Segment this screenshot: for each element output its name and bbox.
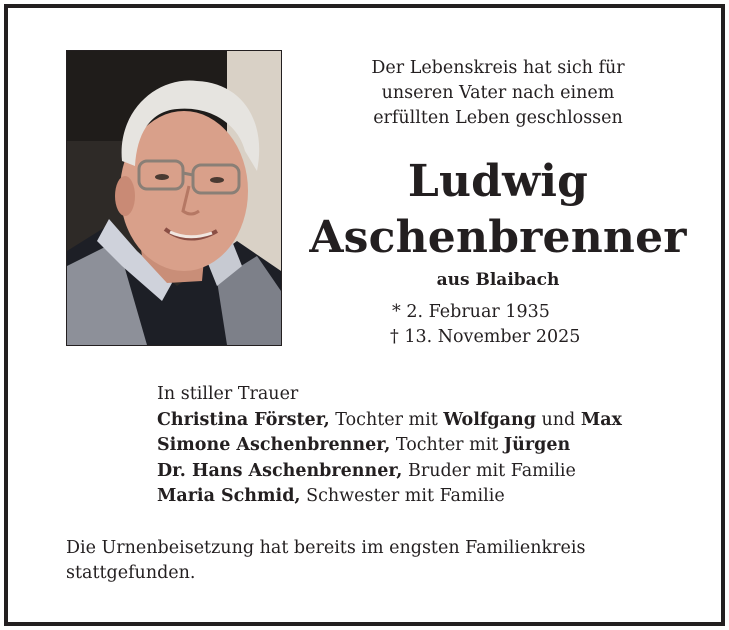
life-dates [392,300,580,350]
mourner-relation: Schwester mit Familie [300,486,505,506]
mourner-relation: und [535,409,581,430]
origin: aus Blaibach [436,270,560,290]
birth-date: * 2. Februar 1935 [392,302,550,322]
mourner-relation: Bruder mit Familie [402,460,576,481]
mourner-line [157,408,622,434]
obituary-frame [4,4,725,626]
mourners-block [157,382,622,510]
motto-line: erfüllten Leben geschlossen [373,108,623,128]
mourner-name: Christina Förster, [157,409,330,430]
motto-line: Der Lebenskreis hat sich für [371,58,625,78]
mourner-name: Wolfgang [443,409,536,430]
motto-line: unseren Vater nach einem [381,83,615,103]
mourner-line [157,484,622,510]
mourner-name: Dr. Hans Aschenbrenner, [157,460,403,481]
mourner-name: Simone Aschenbrenner, [157,435,391,455]
first-name: Ludwig [407,156,589,207]
death-date: † 13. November 2025 [390,327,581,347]
mourner-relation: Tochter mit [390,435,504,455]
motto [308,56,688,131]
mourner-name: Maria Schmid, [157,486,301,506]
portrait-photo [66,50,282,346]
burial-note: Die Urnenbeisetzung hat bereits im engsten Familienkreis stattgefunden. [66,538,586,583]
mourner-name: Jürgen [503,435,571,455]
mourner-name: Max [580,409,622,430]
mourning-intro: In stiller Trauer [157,384,299,404]
mourner-line [157,433,622,459]
mourner-relation: Tochter mit [329,409,444,430]
deceased-name [308,154,688,266]
mourner-list [157,408,622,510]
last-name: Aschenbrenner [309,212,687,263]
mourner-line [157,459,622,485]
